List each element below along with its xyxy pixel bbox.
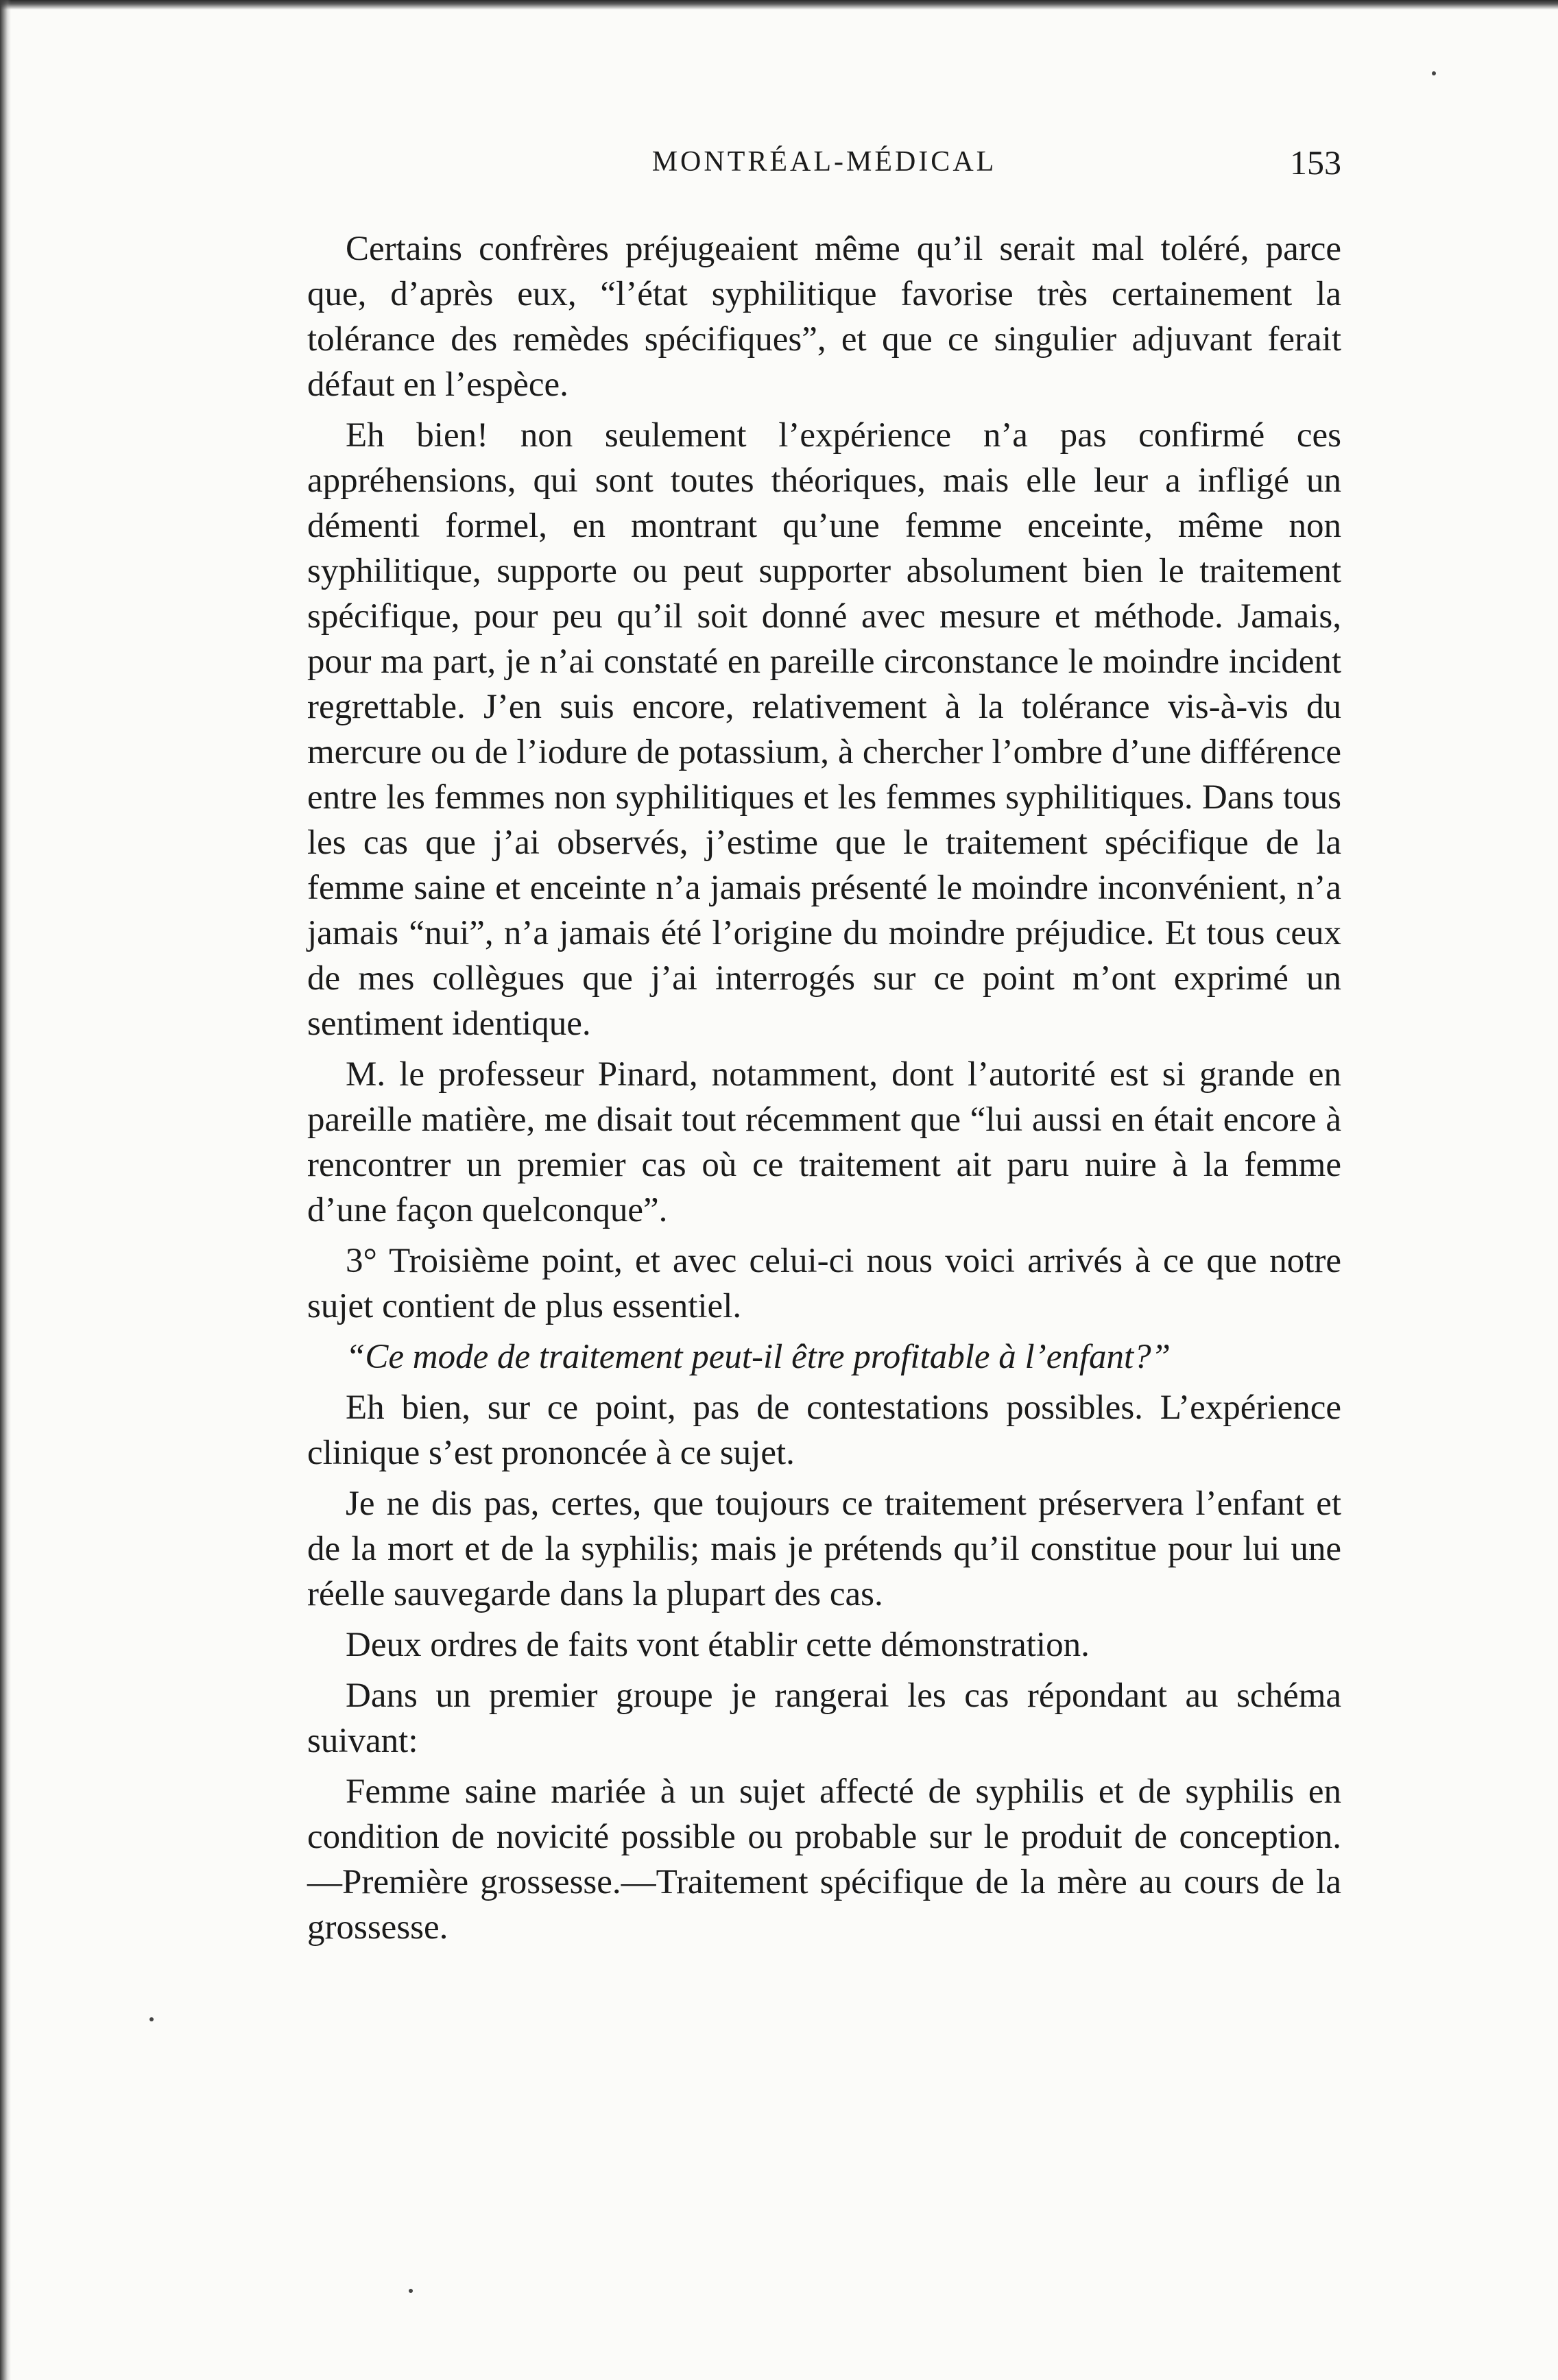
- paragraph: Je ne dis pas, certes, que toujours ce traitement préservera l’enfant et de la mort et de la syphilis; mais je prétends qu’il constitue pour lui une réelle sauvegarde dans la plupart des cas.: [307, 1485, 1341, 1613]
- paragraph: M. le professeur Pinard, notamment, dont l’autorité est si grande en pareille matière, me disait tout récemment que “lui aussi en était encore à rencontrer un premier cas où ce traitement ait paru nuire à la femme d’une façon quelconque”.: [307, 1055, 1341, 1229]
- page-number: 153: [1290, 143, 1341, 182]
- print-speck: [149, 2017, 154, 2021]
- paragraph: Deux ordres de faits vont établir cette démonstration.: [346, 1626, 1090, 1664]
- paragraph: Certains confrères préjugeaient même qu’il serait mal toléré, parce que, d’après eux, “l’état syphilitique favorise très certainement la tolérance des remèdes spécifiques”, et que ce singulier adjuvant ferait défaut en l’espèce.: [307, 230, 1341, 404]
- page-header: [307, 145, 1341, 193]
- paragraph: Femme saine mariée à un sujet affecté de syphilis et de syphilis en condition de novicité possible ou probable sur le produit de conception.—Première grossesse.—Traitement spécifique de la mère au cours de la grossesse.: [307, 1772, 1341, 1947]
- paragraph: Dans un premier groupe je rangerai les cas répondant au schéma suivant:: [307, 1676, 1341, 1760]
- paragraph: Eh bien! non seulement l’expérience n’a pas confirmé ces appréhensions, qui sont toutes théoriques, mais elle leur a infligé un démenti formel, en montrant qu’une femme enceinte, même non syphilitique, supporte ou peut supporter absolument bien le traitement spécifique, pour peu qu’il soit donné avec mesure et méthode. Jamais, pour ma part, je n’ai constaté en pareille circonstance le moindre incident regrettable. J’en suis encore, relativement à la tolérance vis-à-vis du mercure ou de l’iodure de potassium, à chercher l’ombre d’une différence entre les femmes non syphilitiques et les femmes syphilitiques. Dans tous les cas que j’ai observés, j’estime que le traitement spécifique de la femme saine et enceinte n’a jamais présenté le moindre inconvénient, n’a jamais “nui”, n’a jamais été l’origine du moindre préjudice. Et tous ceux de mes collègues que j’ai interrogés sur ce point m’ont exprimé un sentiment identique.: [307, 416, 1341, 1043]
- running-title: MONTRÉAL-MÉDICAL: [651, 146, 997, 178]
- print-speck: [409, 2289, 413, 2293]
- paragraph: 3° Troisième point, et avec celui-ci nous voici arrivés à ce que notre sujet contient de plus essentiel.: [307, 1242, 1341, 1325]
- page-binding-edge: [0, 0, 11, 2380]
- quoted-question: “Ce mode de traitement peut-il être profitable à l’enfant?”: [346, 1338, 1171, 1376]
- print-speck: [1432, 71, 1436, 75]
- body-text: [307, 226, 1341, 1950]
- page-top-edge: [0, 0, 1558, 10]
- paragraph: Eh bien, sur ce point, pas de contestations possibles. L’expérience clinique s’est prononcée à ce sujet.: [307, 1389, 1341, 1472]
